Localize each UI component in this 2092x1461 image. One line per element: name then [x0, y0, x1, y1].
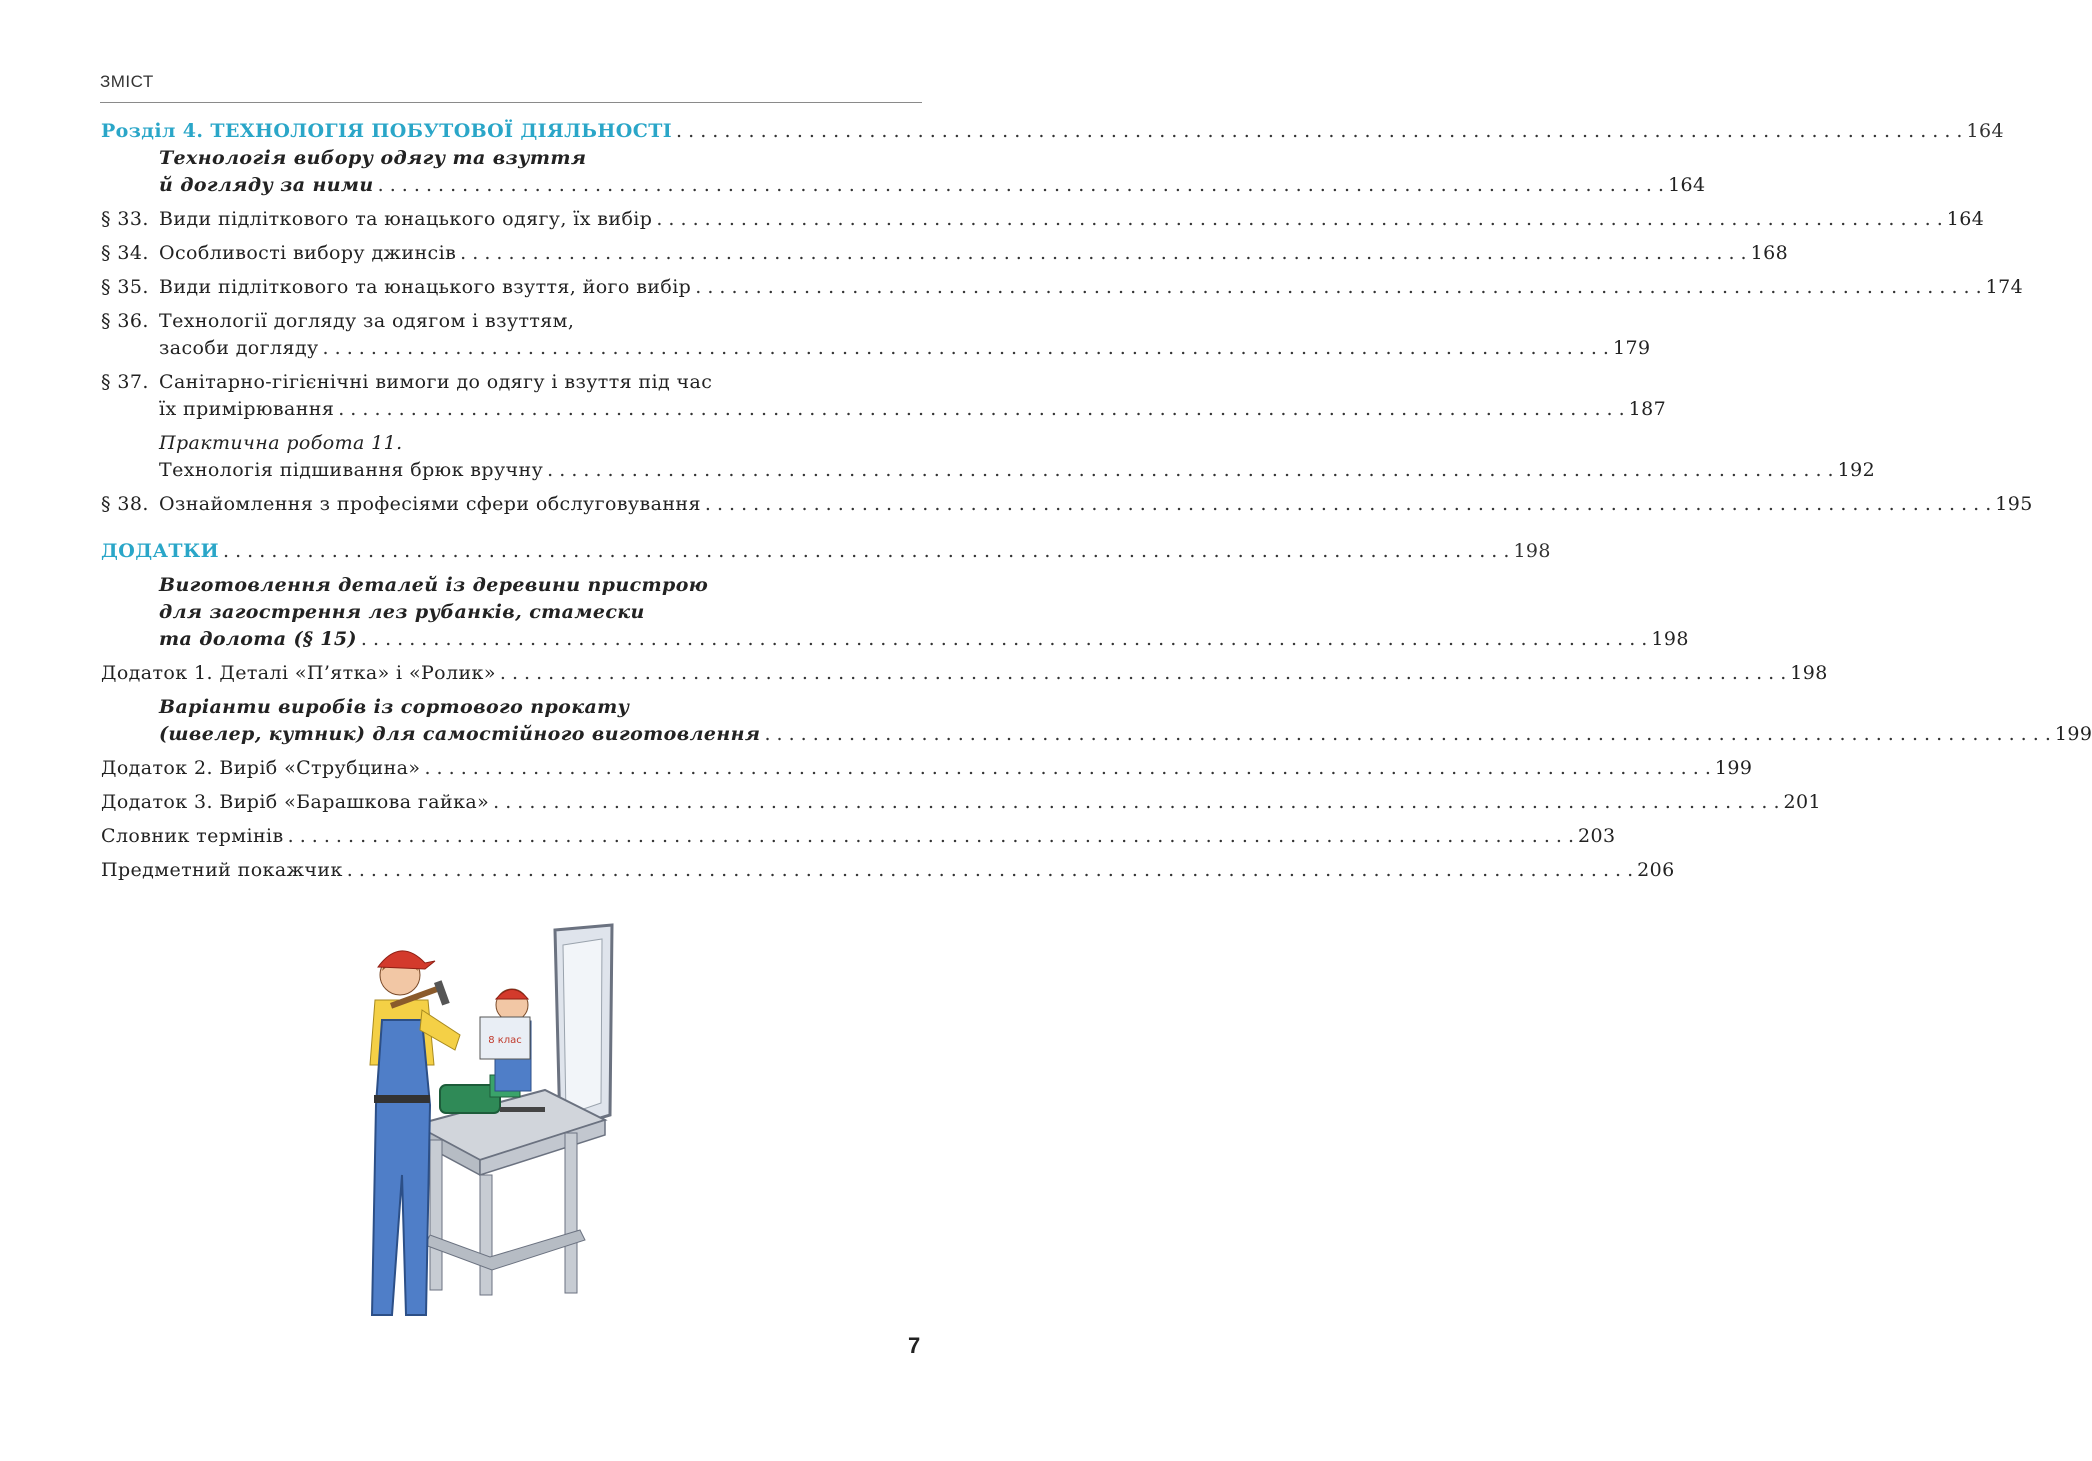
toc-entry-text: Словник термінів	[101, 825, 284, 847]
toc-page: 174	[1985, 276, 2024, 298]
toc-appendix-1[interactable]	[101, 660, 1828, 687]
paragraph-number: § 36.	[101, 310, 149, 332]
workbench-leg	[565, 1133, 577, 1293]
toc-entry-text: Види підліткового та юнацького одягу, їх вибір	[159, 208, 653, 230]
toc-entry-text: Санітарно-гігієнічні вимоги до одягу і взуття під час	[159, 371, 713, 393]
toc-entry-text: засоби догляду	[159, 337, 319, 359]
toc-entry-text: Технологія підшивання брюк вручну	[159, 459, 544, 481]
toc-page: 201	[1783, 791, 1822, 813]
toc-topic-line: Варіанти виробів із сортового прокату	[159, 696, 630, 718]
workbench-leg	[430, 1140, 442, 1290]
toc-topic-line: (швелер, кутник) для самостійного виготовлення	[159, 723, 761, 745]
toc-paragraph-33[interactable]	[101, 206, 1985, 233]
toc-page: 164	[1946, 208, 1985, 230]
table-of-contents	[101, 118, 2092, 884]
toc-entry-text: Ознайомлення з професіями сфери обслуговування	[159, 493, 701, 515]
header-label: ЗМІСТ	[100, 72, 154, 91]
toc-entry-text: їх примірювання	[159, 398, 335, 420]
toc-practical-work-11[interactable]	[101, 430, 1876, 484]
toc-section-title: ДОДАТКИ	[101, 540, 219, 562]
boy-small-cap	[496, 990, 528, 1000]
toc-entry-text: Додаток 2. Виріб «Струбцина»	[101, 757, 421, 779]
toc-paragraph-38[interactable]	[101, 491, 2033, 518]
toc-topic-line: для загострення лез рубанків, стамески	[159, 601, 645, 623]
boy-belt	[374, 1095, 430, 1103]
workbench-shelf	[425, 1230, 585, 1270]
toc-page: 179	[1612, 337, 1651, 359]
toc-page: 195	[1995, 493, 2033, 515]
toc-appendix-3[interactable]	[101, 789, 1822, 816]
toc-page: 198	[1651, 628, 1689, 650]
board-surface	[563, 939, 602, 1115]
running-header	[100, 68, 922, 103]
toc-entry-text: Додаток 1. Деталі «П’ятка» і «Ролик»	[101, 662, 496, 684]
toc-topic-wood[interactable]	[101, 572, 1689, 653]
toc-paragraph-35[interactable]	[101, 274, 2024, 301]
toc-entry-text: Особливості вибору джинсів	[159, 242, 457, 264]
toc-appendix-2[interactable]	[101, 755, 1753, 782]
practical-work-label: Практична робота 11.	[159, 432, 403, 454]
toc-subject-index[interactable]	[101, 857, 1675, 884]
toc-paragraph-34[interactable]	[101, 240, 1789, 267]
toc-entry-text: Предметний покажчик	[101, 859, 343, 881]
toc-topic-clothing[interactable]	[101, 145, 1706, 199]
workshop-illustration	[330, 925, 630, 1325]
paragraph-number: § 35.	[101, 276, 149, 298]
toc-paragraph-36[interactable]	[101, 308, 1651, 362]
toc-topic-line: Технологія вибору одягу та взуття	[159, 147, 587, 169]
boy-cap	[378, 951, 435, 969]
hammer-head	[434, 980, 450, 1005]
toc-entry-text: Додаток 3. Виріб «Барашкова гайка»	[101, 791, 490, 813]
paragraph-number: § 37.	[101, 371, 149, 393]
boy-overalls	[372, 1020, 430, 1315]
toc-page: 199	[2054, 723, 2092, 745]
toc-topic-line: Виготовлення деталей із деревини пристрою	[159, 574, 709, 596]
toc-page: 164	[1966, 120, 2004, 142]
toc-topic-metal[interactable]	[101, 694, 2092, 748]
textbook-label: 8 клас	[488, 1035, 522, 1046]
workshop-illustration-svg	[330, 925, 630, 1325]
paragraph-number: § 38.	[101, 493, 149, 515]
toc-section-4[interactable]	[101, 118, 2004, 145]
toc-page: 192	[1837, 459, 1876, 481]
toc-appendices[interactable]	[101, 538, 1551, 565]
toc-entry-text: Технології догляду за одягом і взуттям,	[159, 310, 575, 332]
toc-paragraph-37[interactable]	[101, 369, 1667, 423]
page-number: 7	[908, 1333, 921, 1358]
toc-page: 164	[1668, 174, 1706, 196]
toc-page: 206	[1637, 859, 1675, 881]
toc-section-title: Розділ 4. ТЕХНОЛОГІЯ ПОБУТОВОЇ ДІЯЛЬНОСТІ	[101, 120, 673, 142]
toc-page: 203	[1578, 825, 1616, 847]
paragraph-number: § 34.	[101, 242, 149, 264]
paragraph-number: § 33.	[101, 208, 149, 230]
toc-entry-text: Види підліткового та юнацького взуття, його вибір	[159, 276, 692, 298]
toc-page: 199	[1714, 757, 1753, 779]
workbench-leg	[480, 1175, 492, 1295]
toc-glossary[interactable]	[101, 823, 1616, 850]
toc-topic-line: та долота (§ 15)	[159, 628, 357, 650]
vise-handle	[500, 1107, 545, 1112]
toc-page: 187	[1628, 398, 1667, 420]
toc-page: 198	[1513, 540, 1551, 562]
toc-topic-line: й догляду за ними	[159, 174, 374, 196]
toc-page: 168	[1750, 242, 1789, 264]
toc-page: 198	[1790, 662, 1828, 684]
